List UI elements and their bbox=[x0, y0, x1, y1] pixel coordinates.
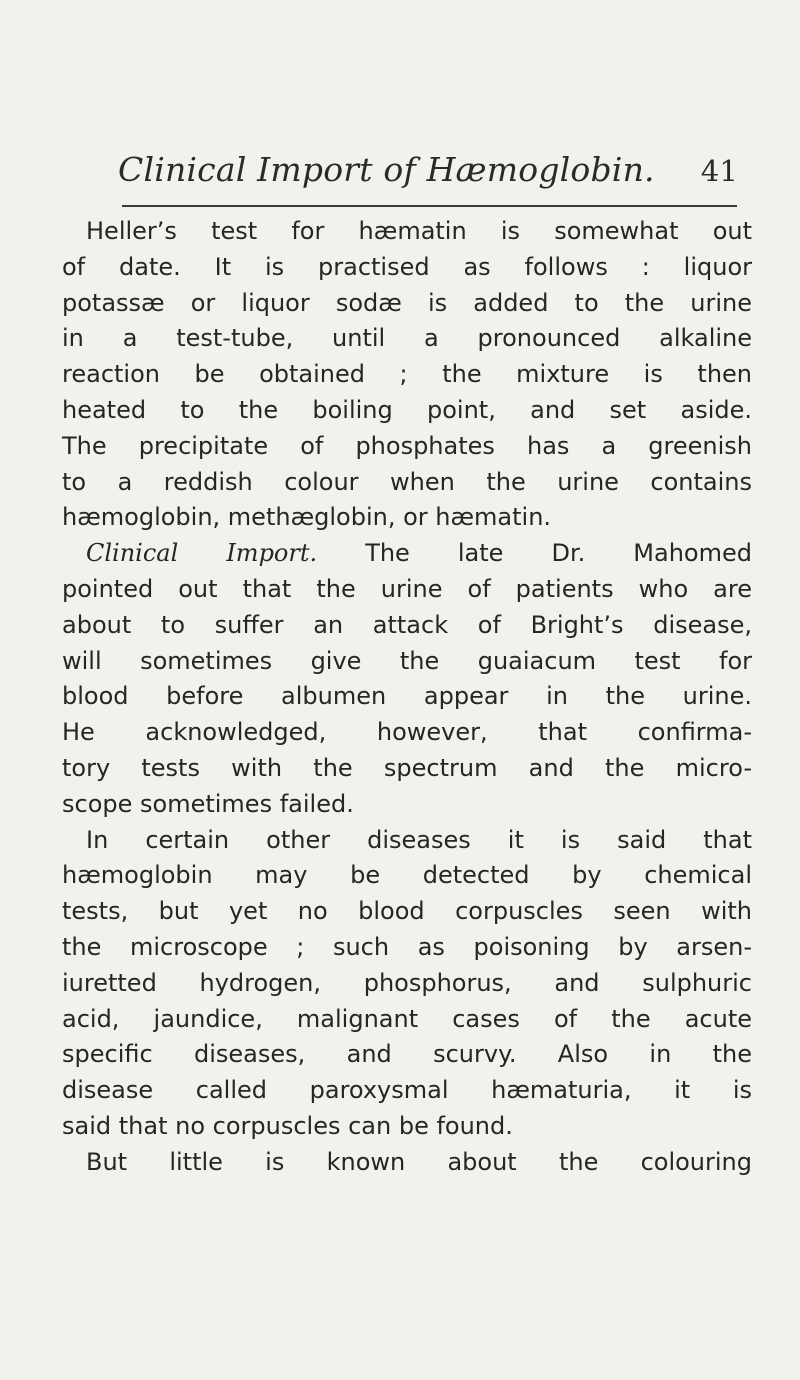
text-line: about to suffer an attack of Bright’s disease, bbox=[62, 610, 752, 639]
text-line: in a test-tube, until a pronounced alkaline bbox=[62, 324, 752, 353]
paragraph-other-diseases bbox=[62, 823, 752, 1145]
text-line: hæmoglobin, methæglobin, or hæmatin. bbox=[62, 503, 552, 532]
paragraph-colouring bbox=[62, 1145, 752, 1181]
text-line: acid, jaundice, malignant cases of the acute bbox=[62, 1004, 752, 1033]
text-line: pointed out that the urine of patients who are bbox=[62, 574, 752, 603]
text-line: specific diseases, and scurvy. Also in the bbox=[62, 1040, 752, 1069]
text-line bbox=[62, 536, 752, 572]
text-line: potassæ or liquor sodæ is added to the urine bbox=[62, 288, 752, 317]
text-line: reaction be obtained ; the mixture is then bbox=[62, 360, 752, 389]
text-line: scope sometimes failed. bbox=[62, 789, 354, 818]
text-fragment: The late Dr. Mahomed bbox=[365, 539, 752, 568]
page-number: 41 bbox=[700, 154, 738, 188]
text-line: In certain other diseases it is said that bbox=[86, 825, 752, 854]
body-text bbox=[62, 214, 752, 1181]
running-head-title: Clinical Import of Hæmoglobin. bbox=[118, 150, 655, 189]
header-rule bbox=[122, 205, 737, 207]
text-line: tests, but yet no blood corpuscles seen with bbox=[62, 897, 752, 926]
text-line: heated to the boiling point, and set aside. bbox=[62, 395, 752, 424]
text-line: will sometimes give the guaiacum test for bbox=[62, 646, 752, 675]
paragraph-heller-test bbox=[62, 214, 752, 536]
text-line: blood before albumen appear in the urine. bbox=[62, 682, 752, 711]
text-line: to a reddish colour when the urine contains bbox=[62, 467, 752, 496]
text-line: But little is known about the colouring bbox=[86, 1147, 752, 1176]
text-line: iuretted hydrogen, phosphorus, and sulphuric bbox=[62, 968, 752, 997]
text-line: said that no corpuscles can be found. bbox=[62, 1111, 513, 1140]
text-line: disease called paroxysmal hæmaturia, it is bbox=[62, 1076, 752, 1105]
section-sidehead: Clinical Import. bbox=[86, 539, 318, 568]
text-line: tory tests with the spectrum and the micro- bbox=[62, 753, 752, 782]
running-head bbox=[118, 150, 738, 194]
paragraph-clinical-import bbox=[62, 536, 752, 822]
text-line: The precipitate of phosphates has a greenish bbox=[62, 431, 752, 460]
text-line: Heller’s test for hæmatin is somewhat out bbox=[86, 217, 752, 245]
text-line: hæmoglobin may be detected by chemical bbox=[62, 861, 752, 890]
text-line: the microscope ; such as poisoning by arsen- bbox=[62, 932, 752, 961]
text-line: He acknowledged, however, that confirma- bbox=[62, 718, 752, 747]
text-line: of date. It is practised as follows : liquor bbox=[62, 252, 752, 281]
